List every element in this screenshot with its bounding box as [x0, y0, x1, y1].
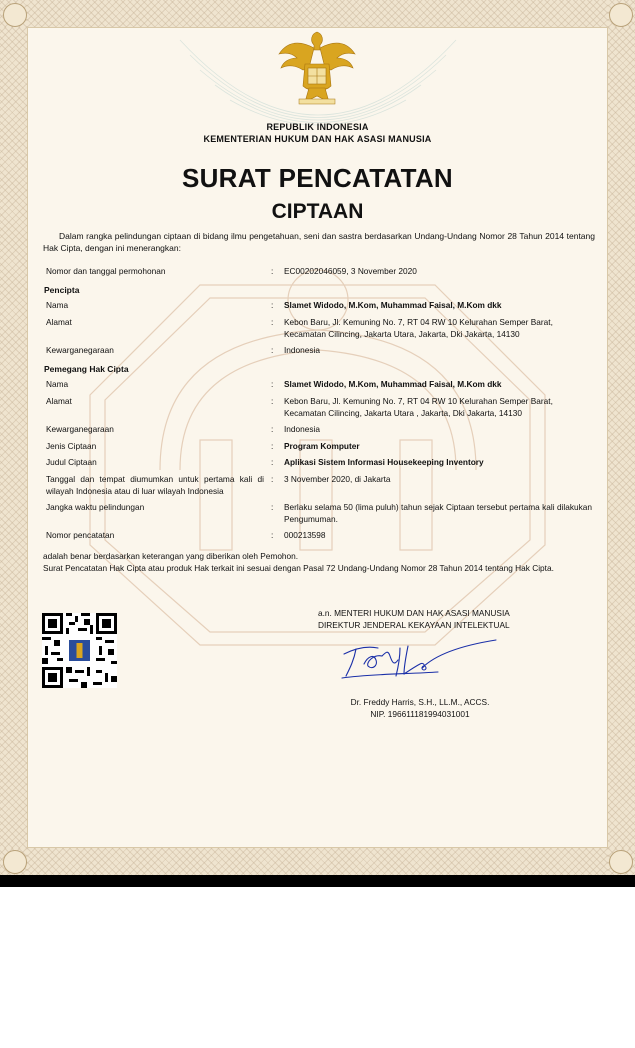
- certificate-subtitle: CIPTAAN: [271, 200, 364, 223]
- creator-name: Slamet Widodo, M.Kom, Muhammad Faisal, M.Kom dkk: [284, 300, 502, 310]
- intro-paragraph: Dalam rangka pelindungan ciptaan di bidang ilmu pengetahuan, seni dan sastra berdasarkan Undang-Undang Nomor 28 Tahun 2014 tentang Hak Cipta, dengan ini menerangkan:: [43, 231, 595, 253]
- colon: :: [271, 441, 274, 451]
- colon: :: [271, 530, 274, 540]
- holder-citizenship-label: Kewarganegaraan: [46, 424, 114, 434]
- colon: :: [271, 317, 274, 327]
- work-title-label: Judul Ciptaan: [46, 457, 97, 467]
- garuda-emblem-icon: [275, 28, 359, 108]
- handwritten-signature-icon: [338, 634, 498, 682]
- corner-ornament-icon: [3, 3, 27, 27]
- colon: :: [271, 345, 274, 355]
- signature-on-behalf: a.n. MENTERI HUKUM DAN HAK ASASI MANUSIA: [318, 608, 510, 618]
- holder-address-label: Alamat: [46, 396, 72, 406]
- duration-value: Berlaku selama 50 (lima puluh) tahun sejak Ciptaan tersebut pertama kali dilakukan Pengumuman.: [284, 502, 592, 524]
- signer-nip: NIP. 196611181994031001: [370, 709, 470, 719]
- creator-address-label: Alamat: [46, 317, 72, 327]
- creator-address: Kebon Baru, Jl. Kemuning No. 7, RT 04 RW 10 Kelurahan Semper Barat, Kecamatan Cilincing, Jakarta Utara, Jakarta, Dki Jakarta, 14130: [284, 317, 553, 339]
- certificate-body: [27, 27, 608, 848]
- creator-citizenship: Indonesia: [284, 345, 320, 355]
- corner-ornament-icon: [609, 850, 633, 874]
- holder-name-label: Nama: [46, 379, 69, 389]
- record-number: 000213598: [284, 530, 326, 540]
- holder-section-title: Pemegang Hak Cipta: [44, 364, 129, 374]
- colon: :: [271, 457, 274, 467]
- duration-label: Jangka waktu pelindungan: [46, 502, 145, 512]
- creator-section-title: Pencipta: [44, 285, 80, 295]
- work-title: Aplikasi Sistem Informasi Housekeeping Inventory: [284, 457, 484, 467]
- corner-ornament-icon: [3, 850, 27, 874]
- corner-ornament-icon: [609, 3, 633, 27]
- record-number-label: Nomor pencatatan: [46, 530, 115, 540]
- application-value: EC00202046059, 3 November 2020: [284, 266, 417, 276]
- signer-name: Dr. Freddy Harris, S.H., LL.M., ACCS.: [350, 697, 490, 707]
- colon: :: [271, 266, 274, 276]
- qr-code-icon: [42, 613, 117, 688]
- application-label: Nomor dan tanggal permohonan: [46, 266, 166, 276]
- work-type: Program Komputer: [284, 441, 360, 451]
- announce-label: Tanggal dan tempat diumumkan untuk pertama kali di wilayah Indonesia atau di luar wilayah Indonesia: [46, 474, 264, 496]
- ministry-name: KEMENTERIAN HUKUM DAN HAK ASASI MANUSIA: [203, 134, 432, 144]
- colon: :: [271, 396, 274, 406]
- colon: :: [271, 474, 274, 484]
- signature-position: DIREKTUR JENDERAL KEKAYAAN INTELEKTUAL: [318, 620, 510, 630]
- creator-name-label: Nama: [46, 300, 69, 310]
- holder-address: Kebon Baru, Jl. Kemuning No. 7, RT 04 RW 10 Kelurahan Semper Barat, Kecamatan Cilincing, Jakarta Utara , Jakarta, Dki Jakarta, 14130: [284, 396, 553, 418]
- holder-name: Slamet Widodo, M.Kom, Muhammad Faisal, M.Kom dkk: [284, 379, 502, 389]
- holder-citizenship: Indonesia: [284, 424, 320, 434]
- closing-statement: adalah benar berdasarkan keterangan yang diberikan oleh Pemohon.: [43, 551, 299, 561]
- colon: :: [271, 300, 274, 310]
- colon: :: [271, 424, 274, 434]
- creator-citizenship-label: Kewarganegaraan: [46, 345, 114, 355]
- certificate-title: SURAT PENCATATAN: [181, 163, 454, 193]
- legal-basis-statement: Surat Pencatatan Hak Cipta atau produk Hak terkait ini sesuai dengan Pasal 72 Undang-Undang Nomor 28 Tahun 2014 tentang Hak Cipta.: [43, 563, 554, 573]
- colon: :: [271, 379, 274, 389]
- announce-value: 3 November 2020, di Jakarta: [284, 474, 391, 484]
- colon: :: [271, 502, 274, 512]
- country-name: REPUBLIK INDONESIA: [266, 122, 369, 132]
- page-bottom-band: [0, 875, 635, 887]
- work-type-label: Jenis Ciptaan: [46, 441, 97, 451]
